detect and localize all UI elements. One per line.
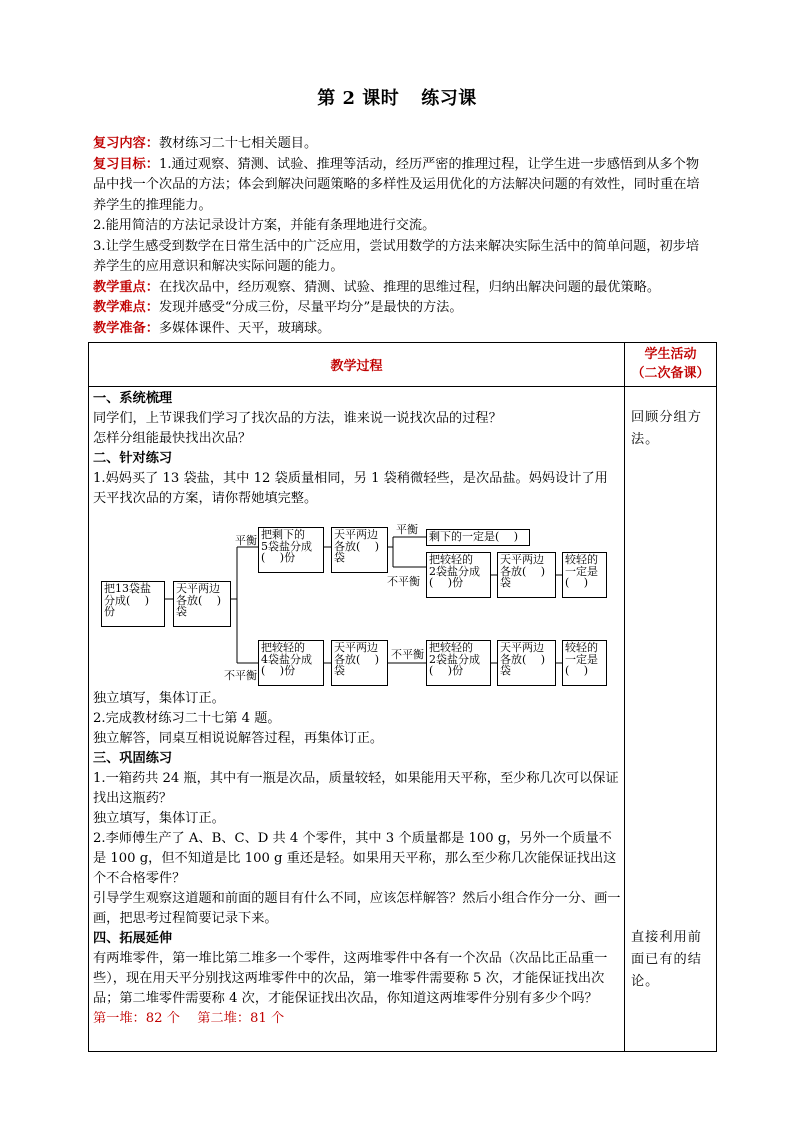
review-goal-2: 2.能用简洁的方法记录设计方案，并能有条理地进行交流。 — [93, 218, 436, 233]
column-divider — [624, 343, 625, 1051]
question: 2.李师傅生产了 A、B、C、D 共 4 个零件，其中 3 个质量都是 100 g，另外一个质量不是 100 g，但不知道是比 100 g 重还是轻。如果用天平称，那么至少称几次能保证找出这个不合格零件？ — [93, 831, 617, 886]
teaching-preparation: 教学准备：多媒体课件、天平，玻璃球。 — [93, 320, 331, 336]
label-balanced: 平衡 — [235, 534, 257, 547]
student-activity-note-1: 回顾分组方法。 — [631, 410, 702, 447]
question: 2.完成教材练习二十七第 4 题。 — [93, 711, 281, 726]
question: 有两堆零件，第一堆比第二堆多一个零件，这两堆零件中各有一个次品（次品比正品重一些），现在用天平分别找这两堆零件中的次品，第一堆零件需要称 5 次，才能保证找出次品；第二堆零件需要称 4 次，才能保证找出次品，你知道这两堆零件分别有多少个吗？ — [93, 951, 608, 1006]
question: 1.妈妈买了 13 袋盐，其中 12 袋质量相同，另 1 袋稍微轻些，是次品盐。妈妈设计了用天平找次品的方案，请你帮她填完整。 — [93, 471, 608, 506]
page-title — [0, 84, 794, 110]
paragraph: 独立填写，集体订正。 — [93, 691, 225, 706]
flow-box-result-bottom: 较轻的 一定是 ( ) — [562, 640, 607, 686]
flow-box-split-four: 把较轻的 4袋盐分成 ( )份 — [258, 640, 324, 686]
header-student-activity: 学生活动 （二次备课） — [631, 347, 710, 381]
intro-section — [93, 134, 709, 339]
flow-box-result-top: 较轻的 一定是 ( ) — [562, 552, 607, 598]
flow-box-weigh-1: 天平两边 各放( ) 袋 — [173, 581, 231, 627]
section-heading: 三、巩固练习 — [93, 751, 173, 766]
paragraph: 怎样分组能最快找出次品？ — [93, 431, 252, 446]
label-balanced: 平衡 — [396, 523, 418, 536]
paragraph: 独立填写，集体订正。 — [93, 811, 225, 826]
flow-box-start: 把13袋盐 分成( ) 份 — [101, 581, 165, 627]
label-unbalanced: 不平衡 — [224, 669, 257, 682]
flowchart — [93, 517, 621, 682]
lesson-table — [88, 342, 717, 1052]
student-activity-note-2: 直接利用前面已有的结论。 — [631, 930, 702, 989]
review-content: 复习内容：教材练习二十七相关题目。 — [93, 136, 318, 151]
flow-box-weigh-two-top: 天平两边 各放( ) 袋 — [497, 552, 556, 598]
teaching-process-content — [93, 389, 621, 1029]
title-lesson: 第 2 课时 — [317, 88, 400, 109]
header-divider — [89, 386, 716, 387]
answer-text: 第一堆：82 个 第二堆：81 个 — [93, 1011, 285, 1026]
question: 1.一箱药共 24 瓶，其中有一瓶是次品，质量较轻，如果能用天平称，至少称几次可以保证找出这瓶药？ — [93, 771, 619, 806]
section-heading: 一、系统梳理 — [93, 391, 173, 406]
paragraph: 同学们，上节课我们学习了找次品的方法，谁来说一说找次品的过程？ — [93, 411, 502, 426]
flow-box-weigh-four: 天平两边 各放( ) 袋 — [331, 640, 388, 686]
review-goal-3: 3.让学生感受到数学在日常生活中的广泛应用，尝试用数学的方法来解决实际生活中的简单问题，初步培养学生的应用意识和解决实际问题的能力。 — [93, 238, 700, 274]
paragraph: 独立解答，同桌互相说说解答过程，再集体订正。 — [93, 731, 384, 746]
flow-box-split-two-top: 把较轻的 2袋盐分成 ( )份 — [426, 552, 491, 598]
flow-box-split-two-bottom: 把较轻的 2袋盐分成 ( )份 — [426, 640, 491, 686]
review-goal-1: 复习目标：1.通过观察、猜测、试验、推理等活动，经历严密的推理过程，让学生进一步感悟到从多个物品中找一个次品的方法；体会到解决问题策略的多样性及运用优化的方法解决问题的有效性，同时重在培养学生的推理能力。 — [93, 156, 700, 213]
section-heading: 二、针对练习 — [93, 451, 173, 466]
label-unbalanced: 不平衡 — [391, 648, 424, 661]
teaching-difficulty: 教学难点：发现并感受“分成三份，尽量平均分”是最快的方法。 — [93, 300, 463, 315]
paragraph: 引导学生观察这道题和前面的题目有什么不同，应该怎样解答？然后小组合作分一分、画一画，把思考过程简要记录下来。 — [93, 891, 621, 926]
teaching-key-point: 教学重点：在找次品中，经历观察、猜测、试验、推理的思维过程，归纳出解决问题的最优策略。 — [93, 279, 661, 295]
section-heading: 四、拓展延伸 — [93, 931, 173, 946]
flow-box-remaining: 剩下的一定是( ) — [426, 529, 530, 546]
header-teaching-process: 教学过程 — [330, 359, 383, 374]
flow-box-weigh-five: 天平两边 各放( ) 袋 — [331, 527, 388, 573]
flow-box-split-five: 把剩下的 5袋盐分成 ( )份 — [258, 527, 324, 573]
title-topic: 练习课 — [421, 88, 477, 109]
label-unbalanced: 不平衡 — [387, 575, 420, 588]
flow-box-weigh-two-bottom: 天平两边 各放( ) 袋 — [497, 640, 556, 686]
